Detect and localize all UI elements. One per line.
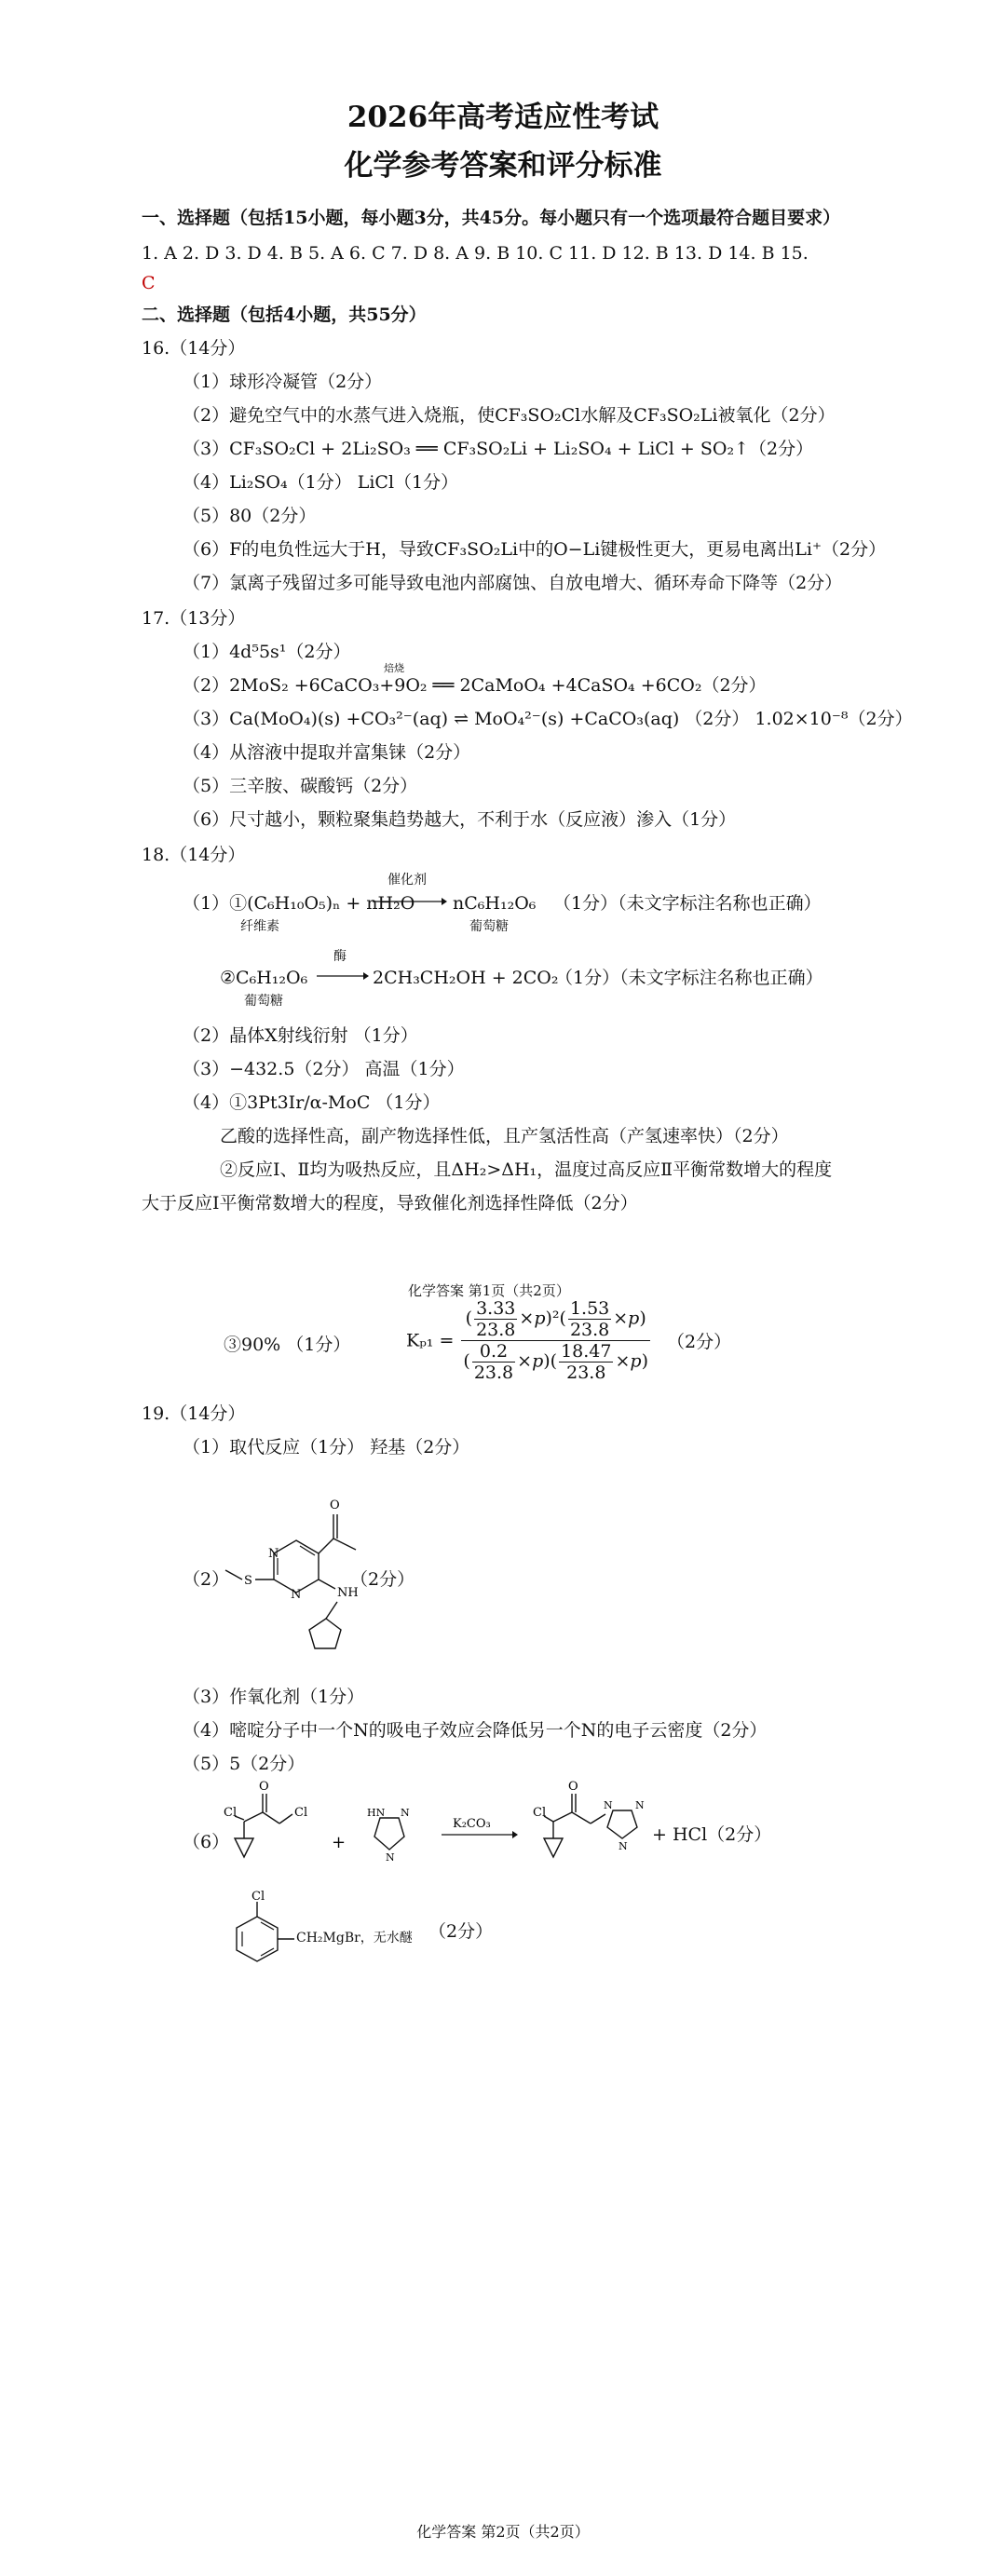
q19-answer-5: （5）5（2分） <box>183 1754 306 1774</box>
q16-answer-4: （4）Li₂SO₄（1分） LiCl（1分） <box>183 472 459 493</box>
section-2-heading: 二、选择题（包括4小题，共55分） <box>142 305 427 325</box>
kp-score: （2分） <box>667 1332 732 1352</box>
q18-answer-4-reason-line2: 大于反应Ⅰ平衡常数增大的程度，导致催化剂选择性降低（2分） <box>142 1193 638 1213</box>
kp-d1: 23.8 <box>476 1320 516 1340</box>
section-1-heading: 一、选择题（包括15小题，每小题3分，共45分。每小题只有一个选项最符合题目要求） <box>142 208 841 228</box>
q19-answer-4: （4）嘧啶分子中一个N的吸电子效应会降低另一个N的电子云密度（2分） <box>183 1720 768 1741</box>
kp-d2: 23.8 <box>569 1320 610 1340</box>
q18-label-glucose-1: 葡萄糖 <box>469 919 509 934</box>
q19-answer-3: （3）作氧化剂（1分） <box>183 1687 365 1707</box>
kp-n2: 1.53 <box>569 1298 610 1319</box>
q16-heading: 16.（14分） <box>142 338 246 359</box>
q18-answer-2: （2）晶体X射线衍射 （1分） <box>183 1025 418 1046</box>
q16-answer-5: （5）80（2分） <box>183 506 317 526</box>
kp-fraction: ( $\frac{3.33}{23.8}$ ×p)²( $\frac{1.53}{23.8}$ ×p) ( $\frac{0.2}{23.8}$ ×p)( $\frac{18.47}{23.8}$ ×p) <box>463 1298 648 1383</box>
q18-page-overlay: 化学答案 第1页（共2页） <box>408 1282 570 1299</box>
svg-text:N: N <box>604 1799 613 1811</box>
answer-15: C <box>142 273 156 293</box>
svg-text:N: N <box>401 1807 410 1819</box>
nh-label: NH <box>337 1586 359 1600</box>
svg-text:N: N <box>386 1851 395 1864</box>
svg-text:N: N <box>291 1588 302 1602</box>
q17-heading: 17.（13分） <box>142 608 246 629</box>
q17-answer-2: （2）2MoS₂ +6CaCO₃+9O₂ ══ 2CaMoO₄ +4CaSO₄ +6CO₂（2分） <box>183 675 767 696</box>
page-title-2: 化学参考答案和评分标准 <box>344 149 662 183</box>
q18-reaction-1-arrow <box>373 896 447 907</box>
svg-text:O: O <box>568 1781 578 1794</box>
q17-answer-2-condition: 焙烧 <box>384 662 404 674</box>
svg-text:N: N <box>635 1799 645 1811</box>
q18-reaction-2-score: （1分）（未文字标注名称也正确） <box>555 968 823 988</box>
cl-label-3: Cl <box>533 1806 547 1820</box>
q16-answer-2: （2）避免空气中的水蒸气进入烧瓶，使CF₃SO₂Cl水解及CF₃SO₂Li被氧化（2分） <box>183 405 836 426</box>
kp-n4: 18.47 <box>561 1341 612 1362</box>
q19-answer-2-label: （2） <box>183 1569 230 1590</box>
q18-reaction-1-catalyst: 催化剂 <box>387 873 427 888</box>
q18-reaction-2-reactant: ②C₆H₁₂O₆ <box>220 968 308 988</box>
q18-reaction-1-product: nC₆H₁₂O₆ <box>453 893 537 914</box>
kp-expression <box>406 1298 731 1383</box>
q18-answer-4: （4）①3Pt3Ir/α-MoC （1分） <box>183 1092 441 1113</box>
cl-label-2: Cl <box>294 1806 308 1820</box>
q18-label-cellulose: 纤维素 <box>240 919 279 934</box>
kp-n3: 0.2 <box>472 1341 515 1363</box>
q18-label-glucose-2: 葡萄糖 <box>244 994 283 1009</box>
q16-answer-6: （6）F的电负性远大于H，导致CF₃SO₂Li中的O−Li键极性更大，更易电离出Li⁺（2分） <box>183 539 887 560</box>
k2co3-label: K₂CO₃ <box>453 1817 491 1831</box>
q19-answer-6-hcl: + HCl（2分） <box>652 1824 772 1845</box>
q18-answer-4-yield: ③90% （1分） <box>224 1335 351 1355</box>
q17-answer-3: （3）Ca(MoO₄)(s) +CO₃²⁻(aq) ⇌ MoO₄²⁻(s) +CaCO₃(aq) （2分） 1.02×10⁻⁸（2分） <box>183 709 913 729</box>
svg-text:O: O <box>259 1781 269 1794</box>
q18-reaction-1-score: （1分）（未文字标注名称也正确） <box>553 893 822 914</box>
page-footer: 化学答案 第2页（共2页） <box>416 2523 590 2541</box>
kp-label: Kₚ₁ = <box>406 1330 455 1351</box>
kp-d3: 23.8 <box>473 1363 514 1383</box>
svg-text:N: N <box>268 1547 279 1561</box>
q18-answer-3: （3）−432.5（2分） 高温（1分） <box>183 1059 465 1079</box>
q17-answer-6: （6）尺寸越小，颗粒聚集趋势越大，不利于水（反应液）渗入（1分） <box>183 809 737 830</box>
q16-answer-7: （7）氯离子残留过多可能导致电池内部腐蚀、自放电增大、循环寿命下降等（2分） <box>183 573 843 593</box>
q18-heading: 18.（14分） <box>142 845 246 865</box>
page-title-1: 2026年高考适应性考试 <box>347 101 659 134</box>
q19-answer-6-label: （6） <box>183 1832 230 1852</box>
section-1-answers: 1. A 2. D 3. D 4. B 5. A 6. C 7. D 8. A 9. B 10. C 11. D 12. B 13. D 14. B 15. <box>142 243 809 264</box>
svg-text:HN: HN <box>367 1807 386 1819</box>
q17-answer-1: （1）4d⁵5s¹（2分） <box>183 642 351 662</box>
svg-text:O: O <box>330 1498 340 1512</box>
q18-reaction-1-reactants: （1）①(C₆H₁₀O₅)ₙ + nH₂O <box>183 893 415 914</box>
q18-answer-4-explanation: 乙酸的选择性高，副产物选择性低，且产氢活性高（产氢速率快）（2分） <box>220 1126 789 1146</box>
q18-reaction-2-arrow <box>317 970 369 982</box>
cl-label-4: Cl <box>252 1890 265 1904</box>
kp-d4: 23.8 <box>566 1363 606 1383</box>
plus-sign: + <box>332 1833 347 1852</box>
svg-text:N: N <box>619 1840 628 1852</box>
q18-reaction-2-products: 2CH₃CH₂OH + 2CO₂ <box>373 968 559 988</box>
cl-label-1: Cl <box>224 1806 238 1820</box>
q19-answer-2-score: （2分） <box>350 1569 415 1590</box>
q19-grignard-score: （2分） <box>428 1921 494 1942</box>
q17-answer-4: （4）从溶液中提取并富集铼（2分） <box>183 742 471 763</box>
q17-answer-5: （5）三辛胺、碳酸钙（2分） <box>183 776 418 796</box>
q16-answer-1: （1）球形冷凝管（2分） <box>183 372 383 392</box>
q19-grignard-reagent: CH₂MgBr，无水醚 <box>296 1931 413 1946</box>
q19-heading: 19.（14分） <box>142 1403 246 1424</box>
q18-reaction-2-catalyst: 酶 <box>333 949 347 964</box>
kp-n1: 3.33 <box>476 1298 516 1319</box>
svg-text:S: S <box>244 1574 252 1588</box>
q19-answer-1: （1）取代反应（1分） 羟基（2分） <box>183 1437 470 1457</box>
q16-answer-3: （3）CF₃SO₂Cl + 2Li₂SO₃ ══ CF₃SO₂Li + Li₂SO₄ + LiCl + SO₂↑（2分） <box>183 439 814 459</box>
q18-answer-4-reason-line1: ②反应Ⅰ、Ⅱ均为吸热反应，且ΔH₂>ΔH₁，温度过高反应Ⅱ平衡常数增大的程度 <box>220 1159 833 1180</box>
